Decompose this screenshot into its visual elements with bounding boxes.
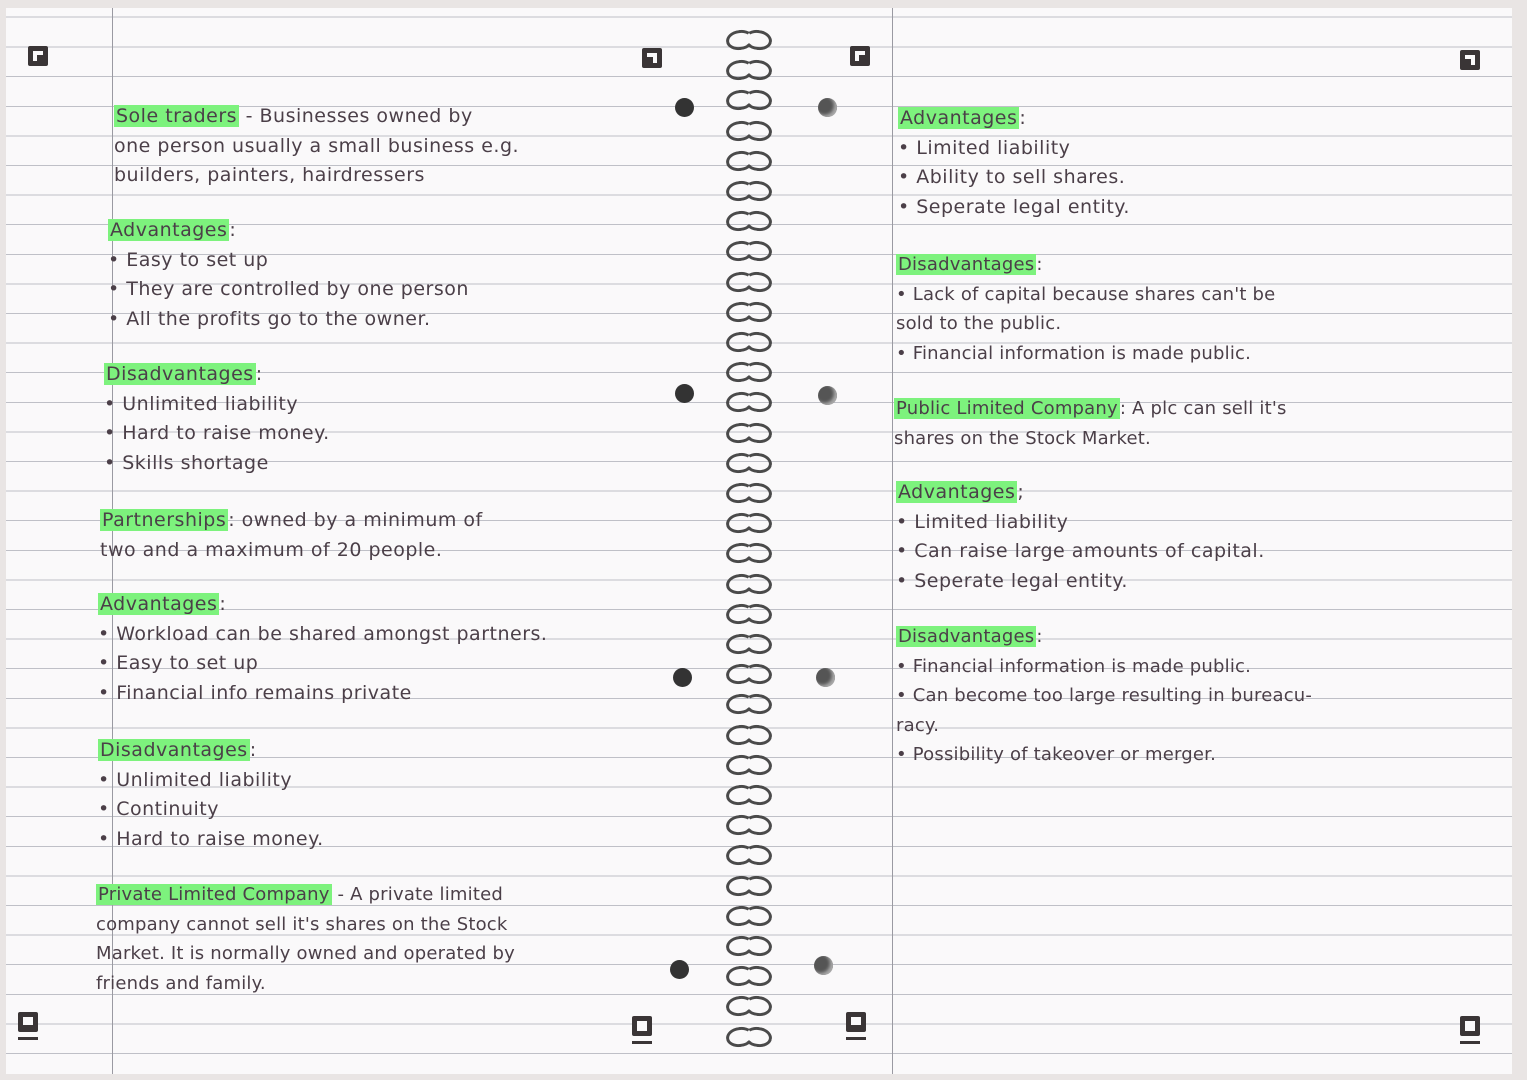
heading-suffix: : xyxy=(1036,254,1043,275)
public-disadvantages xyxy=(896,622,1312,770)
list-item: • Ability to sell shares. xyxy=(898,166,1126,189)
list-item: • Limited liability xyxy=(896,510,1069,533)
spiral-coil xyxy=(722,177,776,199)
sole-traders-line: - Businesses owned by xyxy=(245,105,473,127)
public-limited-line: shares on the Stock Market. xyxy=(894,427,1151,449)
private-limited-heading: Private Limited Company xyxy=(98,884,330,905)
advantages-heading: Advantages xyxy=(900,107,1018,129)
spiral-coil xyxy=(722,992,776,1014)
partnerships-heading: Partnerships xyxy=(102,509,227,531)
list-item: • Can raise large amounts of capital. xyxy=(896,540,1265,563)
partnerships-section xyxy=(100,506,483,565)
list-item: • Workload can be shared amongst partners. xyxy=(98,622,548,645)
advantages-heading: Advantages xyxy=(110,219,228,241)
list-item: • Financial information is made public. xyxy=(896,655,1252,677)
spiral-coil xyxy=(722,449,776,471)
list-item: • They are controlled by one person xyxy=(108,278,469,301)
punch-hole xyxy=(675,384,694,403)
punch-hole xyxy=(670,960,689,979)
list-item: • Hard to raise money. xyxy=(98,827,324,850)
spiral-coil xyxy=(722,147,776,169)
spiral-coil xyxy=(722,117,776,139)
sole-traders-disadvantages xyxy=(104,360,330,478)
sole-traders-section xyxy=(114,102,519,191)
list-item: • Easy to set up xyxy=(98,652,259,675)
spiral-coil xyxy=(722,962,776,984)
sole-traders-heading: Sole traders xyxy=(116,105,238,127)
spiral-coil xyxy=(722,721,776,743)
sole-traders-advantages xyxy=(108,216,469,334)
spiral-coil xyxy=(722,660,776,682)
list-item: • Unlimited liability xyxy=(104,392,299,415)
spiral-coil xyxy=(722,841,776,863)
spiral-coil xyxy=(722,207,776,229)
punch-hole xyxy=(818,98,837,117)
spiral-coil xyxy=(722,872,776,894)
sole-traders-line: builders, painters, hairdressers xyxy=(114,164,425,187)
right-page xyxy=(748,8,1512,1074)
disadvantages-heading: Disadvantages xyxy=(898,254,1035,275)
list-item: • Financial info remains private xyxy=(98,681,412,704)
public-limited-section xyxy=(894,394,1287,453)
spiral-coil xyxy=(722,388,776,410)
disadvantages-heading: Disadvantages xyxy=(106,363,254,385)
spiral-coil xyxy=(722,419,776,441)
punch-hole xyxy=(673,668,692,687)
corner-marker-icon xyxy=(846,1012,866,1032)
corner-marker-icon xyxy=(850,46,870,66)
spiral-coil xyxy=(722,781,776,803)
partnerships-line: two and a maximum of 20 people. xyxy=(100,538,443,561)
list-item: • Lack of capital because shares can't be xyxy=(896,283,1276,305)
heading-suffix: : xyxy=(249,739,257,761)
heading-suffix: : xyxy=(1019,107,1027,129)
spiral-coil xyxy=(722,1023,776,1045)
plc-advantages xyxy=(898,104,1130,222)
private-limited-line: - A private limited xyxy=(337,884,503,905)
spiral-coil xyxy=(722,328,776,350)
list-item: • Financial information is made public. xyxy=(896,342,1252,364)
left-page xyxy=(6,8,750,1074)
corner-marker-icon xyxy=(18,1012,38,1032)
private-limited-line: company cannot sell it's shares on the Stock xyxy=(96,913,508,935)
heading-suffix: : xyxy=(219,593,227,615)
public-limited-line: : A plc can sell it's xyxy=(1119,398,1287,419)
heading-suffix: ; xyxy=(1017,481,1025,503)
punch-hole xyxy=(814,956,833,975)
public-advantages xyxy=(896,478,1265,596)
corner-marker-icon xyxy=(1460,50,1480,70)
list-item: • Can become too large resulting in bureacu- xyxy=(896,685,1313,707)
corner-marker-icon xyxy=(28,46,48,66)
disadvantages-heading: Disadvantages xyxy=(898,626,1035,647)
spiral-coil xyxy=(722,630,776,652)
private-limited-section xyxy=(96,880,515,998)
spiral-coil xyxy=(722,932,776,954)
list-item: • Possibility of takeover or merger. xyxy=(896,744,1217,766)
punch-hole xyxy=(675,98,694,117)
punch-hole xyxy=(816,668,835,687)
spiral-coil xyxy=(722,751,776,773)
advantages-heading: Advantages xyxy=(100,593,218,615)
heading-suffix: : xyxy=(1036,626,1043,647)
partnerships-disadvantages xyxy=(98,736,324,854)
list-item: • Limited liability xyxy=(898,136,1071,159)
disadvantages-heading: Disadvantages xyxy=(100,739,248,761)
list-item: • Skills shortage xyxy=(104,451,269,474)
heading-suffix: : xyxy=(255,363,263,385)
spiral-coil xyxy=(722,902,776,924)
list-item: sold to the public. xyxy=(896,313,1062,335)
advantages-heading: Advantages xyxy=(898,481,1016,503)
spiral-coil xyxy=(722,539,776,561)
list-item: • Unlimited liability xyxy=(98,768,293,791)
list-item: • Continuity xyxy=(98,798,219,821)
spiral-coil xyxy=(722,509,776,531)
spiral-coil xyxy=(722,479,776,501)
spiral-coil xyxy=(722,811,776,833)
spiral-coil xyxy=(722,26,776,48)
spiral-coil xyxy=(722,600,776,622)
list-item: racy. xyxy=(896,714,940,736)
spiral-coil xyxy=(722,358,776,380)
spiral-coil xyxy=(722,298,776,320)
partnerships-line: : owned by a minimum of xyxy=(228,509,483,531)
private-limited-line: friends and family. xyxy=(96,972,266,994)
partnerships-advantages xyxy=(98,590,547,708)
spiral-coil xyxy=(722,570,776,592)
spiral-coil xyxy=(722,268,776,290)
spiral-binding xyxy=(722,20,782,1060)
list-item: • All the profits go to the owner. xyxy=(108,307,431,330)
private-limited-line: Market. It is normally owned and operated by xyxy=(96,943,516,965)
spiral-coil xyxy=(722,690,776,712)
public-limited-heading: Public Limited Company xyxy=(896,398,1118,419)
spiral-coil xyxy=(722,237,776,259)
list-item: • Seperate legal entity. xyxy=(896,569,1128,592)
margin-line xyxy=(892,8,893,1074)
punch-hole xyxy=(818,386,837,405)
sole-traders-line: one person usually a small business e.g. xyxy=(114,134,520,157)
corner-marker-icon xyxy=(632,1016,652,1036)
plc-disadvantages xyxy=(896,250,1275,368)
corner-marker-icon xyxy=(1460,1016,1480,1036)
corner-marker-icon xyxy=(642,48,662,68)
heading-suffix: : xyxy=(229,219,237,241)
list-item: • Seperate legal entity. xyxy=(898,195,1130,218)
spiral-coil xyxy=(722,86,776,108)
list-item: • Hard to raise money. xyxy=(104,422,330,445)
spiral-coil xyxy=(722,56,776,78)
list-item: • Easy to set up xyxy=(108,248,269,271)
